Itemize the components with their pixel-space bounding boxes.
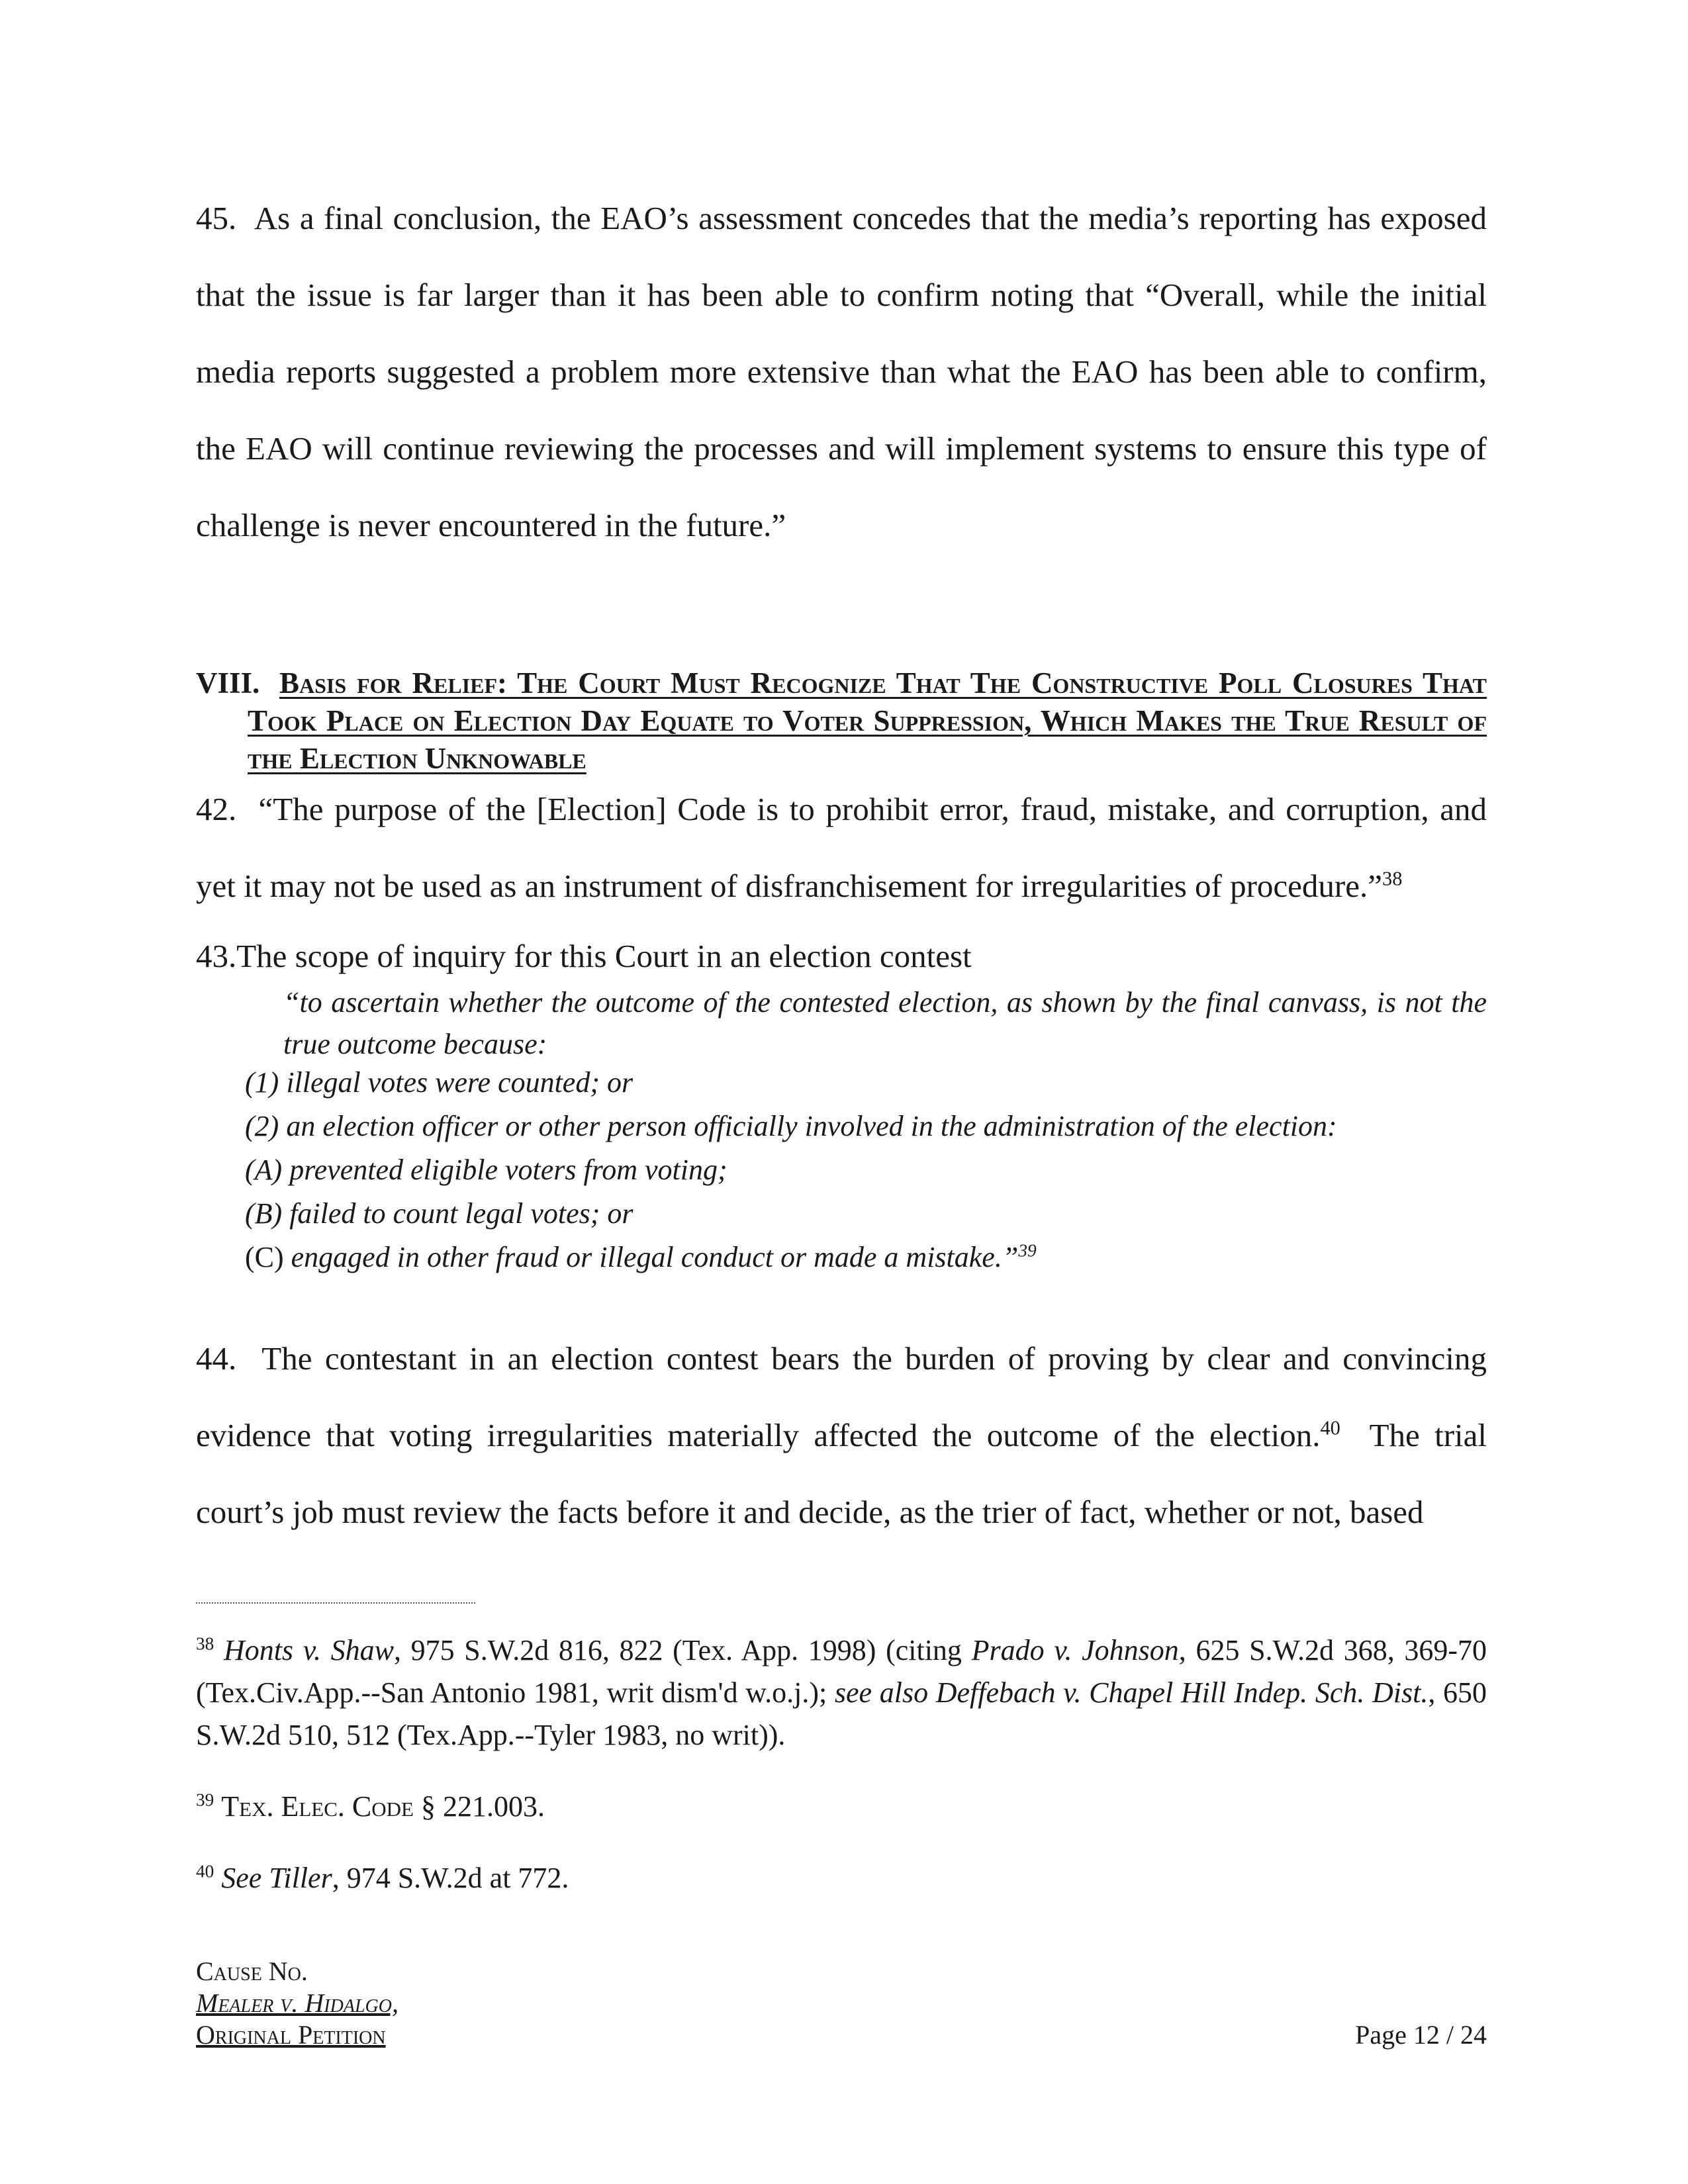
list-item-text: failed to count legal votes; or xyxy=(289,1197,633,1230)
paragraph-number: 45. xyxy=(196,200,237,236)
footnote-text: see also Deffebach v. Chapel Hill Indep. Sch. Dist. xyxy=(834,1676,1429,1709)
section-heading xyxy=(196,664,1487,778)
section-title: Basis for Relief: The Court Must Recognize That The Constructive Poll Closures That Took Place on Election Day Equate to Voter Suppression, Which Makes the True Result of the Election Unknowable xyxy=(248,666,1487,775)
list-item-marker: (1) xyxy=(245,1066,279,1099)
footnote-text: Tex. Elec. Code xyxy=(221,1790,414,1823)
list-item-marker: (2) xyxy=(245,1110,279,1142)
list-item-text: illegal votes were counted; or xyxy=(286,1066,633,1099)
paragraph-44 xyxy=(196,1320,1495,1551)
statute-list-item xyxy=(245,1148,1487,1192)
footnote-text: Honts v. Shaw xyxy=(223,1634,394,1666)
footnotes xyxy=(196,1629,1487,1929)
footnote-39 xyxy=(196,1786,1487,1828)
paragraph-text: The scope of inquiry for this Court in an election contest xyxy=(236,938,972,974)
paragraph-text-continued: The trial court’s job must review the facts before it and decide, as the trier of fact, whether or not, based xyxy=(196,1417,1495,1530)
footnote-text: , 650 S.W.2d 510, 512 (Tex.App.--Tyler 1983, no writ)). xyxy=(196,1676,1487,1751)
paragraph-number: 43. xyxy=(196,938,237,974)
footnote-text: , 625 S.W.2d 368, 369-70 (Tex.Civ.App.--San Antonio 1981, writ dism'd w.o.j.); xyxy=(196,1634,1487,1709)
page-number: Page 12 / 24 xyxy=(1355,2020,1487,2050)
footnote-38 xyxy=(196,1629,1487,1756)
footnote-40 xyxy=(196,1857,1487,1899)
paragraph-text: As a final conclusion, the EAO’s assessment concedes that the media’s reporting has exposed that the issue is far larger than it has been able to confirm noting that “Overall, while the initial media reports suggested a problem more extensive than what the EAO has been able to confirm, the EAO will continue reviewing the processes and will implement systems to ensure this type of challenge is never encountered in the future.” xyxy=(196,200,1487,543)
paragraph-text: The contestant in an election contest bears the burden of proving by clear and convincing evidence that voting irregularities materially affected the outcome of the election. xyxy=(196,1340,1487,1453)
footnote-ref[interactable]: 39 xyxy=(1018,1240,1037,1261)
paragraph-42 xyxy=(196,771,1487,925)
footer-cause-number: Cause No. xyxy=(196,1956,308,1986)
statute-list-item xyxy=(245,1105,1487,1148)
section-number: VIII. xyxy=(196,666,260,700)
statute-list-item xyxy=(245,1236,1487,1279)
statute-list-item xyxy=(245,1192,1487,1236)
footer-document-title: Original Petition xyxy=(196,2020,386,2050)
paragraph-43 xyxy=(196,933,1487,979)
footnote-text: Prado v. Johnson xyxy=(971,1634,1179,1666)
list-item-marker: (C) xyxy=(245,1241,284,1273)
footnote-text: , 975 S.W.2d 816, 822 (Tex. App. 1998) (citing xyxy=(393,1634,972,1666)
footer-case-name: Mealer v. Hidalgo, xyxy=(196,1988,399,2018)
paragraph-text: “The purpose of the [Election] Code is to prohibit error, fraud, mistake, and corruption, and yet it may not be used as an instrument of disfranchisement for irregularities of procedure.” xyxy=(196,791,1487,904)
footer-caption xyxy=(196,1956,858,2051)
statute-list xyxy=(245,1061,1487,1279)
footnote-number: 39 xyxy=(196,1790,214,1810)
list-item-text: an election officer or other person officially involved in the administration of the election: xyxy=(286,1110,1337,1142)
paragraph-45 xyxy=(196,180,1487,564)
list-item-text: prevented eligible voters from voting; xyxy=(289,1154,727,1186)
list-item-marker: (B) xyxy=(245,1197,283,1230)
footnote-text: § 221.003. xyxy=(413,1790,545,1823)
list-item-marker: (A) xyxy=(245,1154,283,1186)
footnote-text: , 974 S.W.2d at 772. xyxy=(332,1862,569,1894)
statute-quote: “to ascertain whether the outcome of the contested election, as shown by the final canvass, is not the true outcome because: xyxy=(283,986,1487,1060)
footnote-number: 38 xyxy=(196,1633,214,1654)
footnote-number: 40 xyxy=(196,1861,214,1882)
statute-list-item xyxy=(245,1061,1487,1105)
footnote-ref[interactable]: 40 xyxy=(1320,1416,1340,1439)
footnote-ref[interactable]: 38 xyxy=(1382,867,1403,890)
list-item-text: engaged in other fraud or illegal conduct or made a mistake.” xyxy=(291,1241,1019,1273)
footnote-separator xyxy=(196,1602,475,1604)
footnote-text: See Tiller xyxy=(221,1862,332,1894)
paragraph-number: 44. xyxy=(196,1340,237,1377)
paragraph-number: 42. xyxy=(196,791,237,827)
